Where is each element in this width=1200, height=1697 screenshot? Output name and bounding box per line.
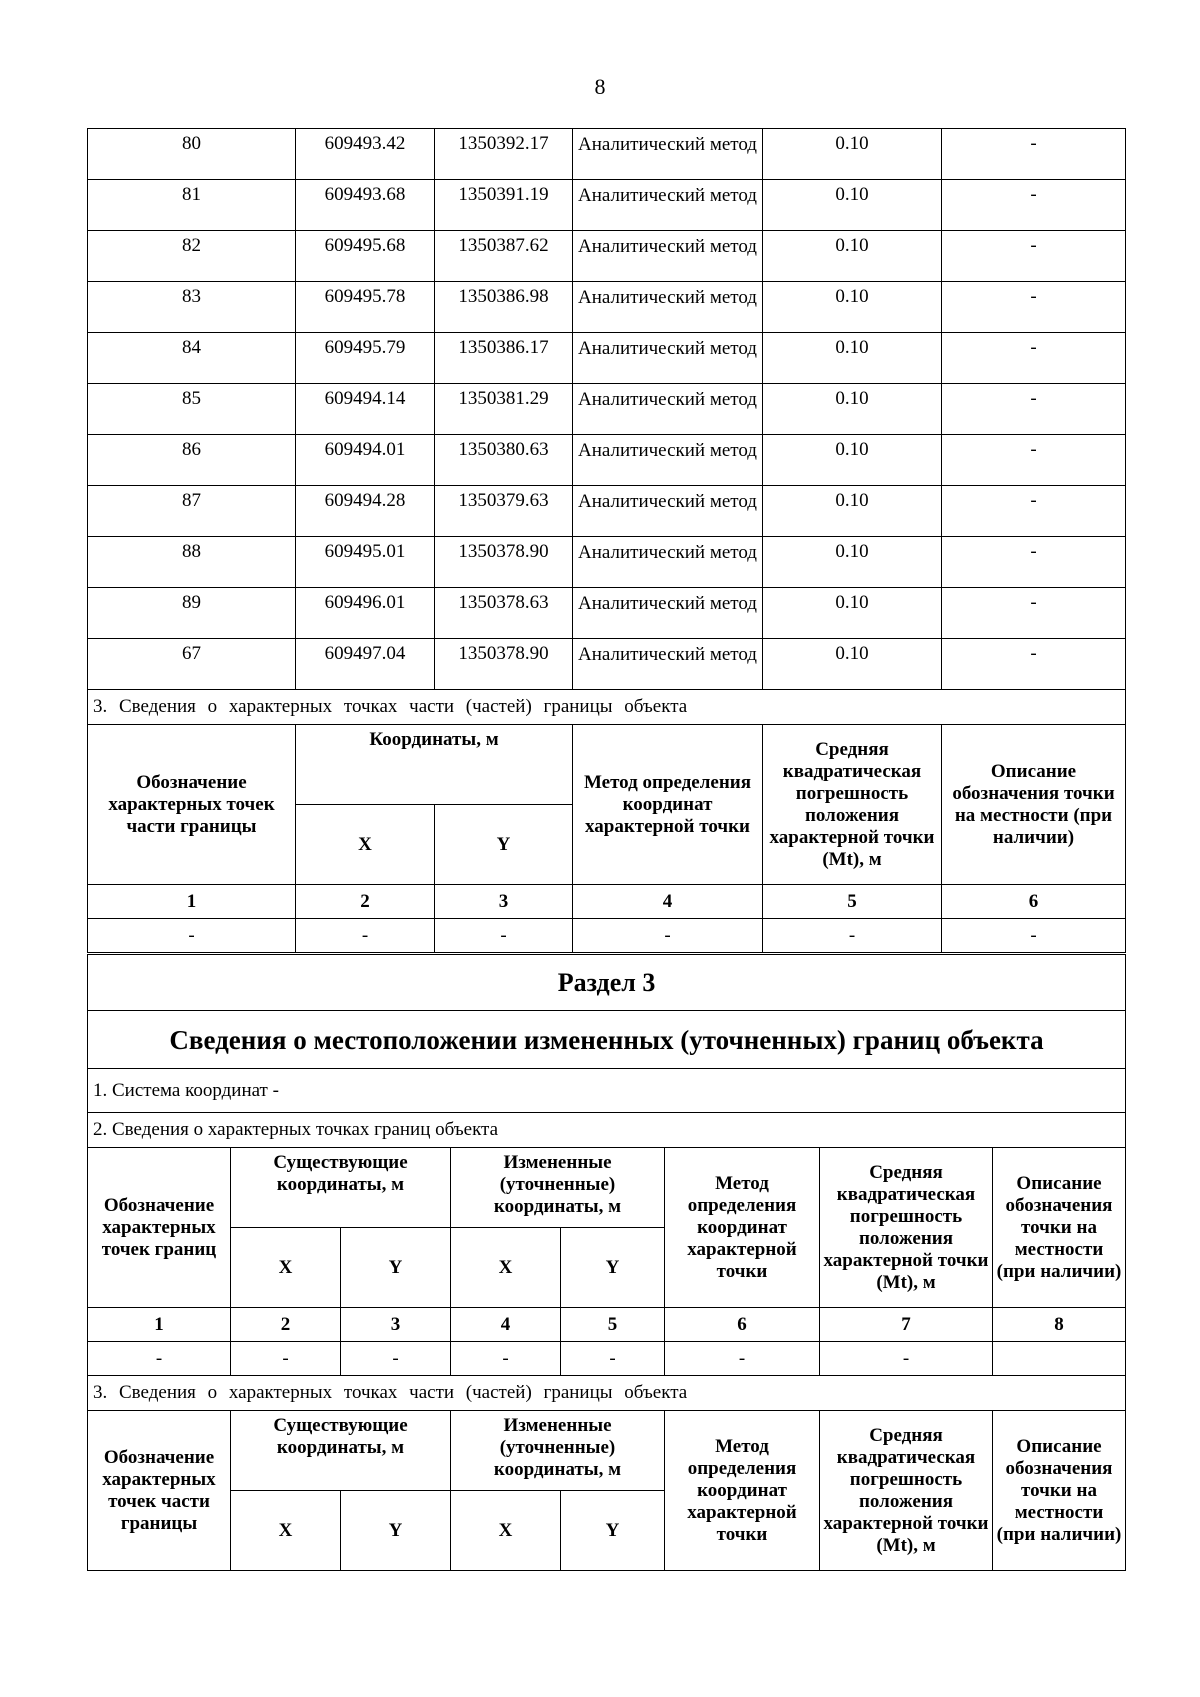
empty-cell: - <box>88 1342 231 1376</box>
section3-title-row <box>88 955 1126 1011</box>
cell-desc: - <box>942 129 1126 180</box>
parts-caption: 3. Сведения о характерных точках части (частей) границы объекта <box>88 1376 1126 1411</box>
header-y: Y <box>561 1491 665 1571</box>
cell-method: Аналитический метод <box>573 282 763 333</box>
col-number: 4 <box>451 1308 561 1342</box>
col-number: 5 <box>561 1308 665 1342</box>
cell-num: 80 <box>88 129 296 180</box>
section2-table <box>87 128 1126 953</box>
cell-mt: 0.10 <box>763 639 942 690</box>
cell-desc: - <box>942 282 1126 333</box>
col-number: 2 <box>231 1308 341 1342</box>
header-y: Y <box>341 1228 451 1308</box>
cell-method: Аналитический метод <box>573 384 763 435</box>
cell-y: 1350380.63 <box>435 435 573 486</box>
empty-cell: - <box>561 1342 665 1376</box>
header-desc: Описание обозначения точки на местности (при наличии) <box>993 1148 1126 1308</box>
cell-x: 609497.04 <box>296 639 435 690</box>
page-number: 8 <box>594 74 606 99</box>
cell-y: 1350387.62 <box>435 231 573 282</box>
cell-y: 1350391.19 <box>435 180 573 231</box>
header-x: X <box>451 1228 561 1308</box>
empty-cell: - <box>573 919 763 953</box>
cell-mt: 0.10 <box>763 180 942 231</box>
table-row <box>88 129 1126 180</box>
cell-num: 87 <box>88 486 296 537</box>
section2-parts-number-row <box>88 885 1126 919</box>
cell-method: Аналитический метод <box>573 129 763 180</box>
cell-x: 609493.68 <box>296 180 435 231</box>
section3-table <box>87 954 1126 1571</box>
cell-y: 1350381.29 <box>435 384 573 435</box>
cell-num: 85 <box>88 384 296 435</box>
cell-x: 609496.01 <box>296 588 435 639</box>
points-caption-row <box>88 1113 1126 1148</box>
parts-header-row <box>88 1411 1126 1491</box>
cell-x: 609495.79 <box>296 333 435 384</box>
cell-method: Аналитический метод <box>573 537 763 588</box>
table-row <box>88 639 1126 690</box>
col-number: 7 <box>820 1308 993 1342</box>
col-number: 6 <box>665 1308 820 1342</box>
cell-num: 89 <box>88 588 296 639</box>
cell-x: 609495.01 <box>296 537 435 588</box>
header-x: X <box>296 805 435 885</box>
header-method: Метод определения координат характерной точки <box>665 1148 820 1308</box>
cell-method: Аналитический метод <box>573 435 763 486</box>
col-number: 3 <box>435 885 573 919</box>
section3-title: Раздел 3 <box>88 955 1126 1011</box>
empty-cell: - <box>341 1342 451 1376</box>
col-number: 6 <box>942 885 1126 919</box>
empty-cell: - <box>451 1342 561 1376</box>
cell-mt: 0.10 <box>763 333 942 384</box>
cell-y: 1350378.90 <box>435 537 573 588</box>
header-x: X <box>451 1491 561 1571</box>
cell-num: 81 <box>88 180 296 231</box>
empty-cell: - <box>942 919 1126 953</box>
coord-system: 1. Система координат - <box>88 1069 1126 1113</box>
points-number-row <box>88 1308 1126 1342</box>
section2-parts-empty-row <box>88 919 1126 953</box>
empty-cell <box>993 1342 1126 1376</box>
header-y: Y <box>341 1491 451 1571</box>
cell-method: Аналитический метод <box>573 639 763 690</box>
cell-y: 1350386.17 <box>435 333 573 384</box>
col-number: 2 <box>296 885 435 919</box>
cell-num: 82 <box>88 231 296 282</box>
header-desc: Описание обозначения точки на местности (при наличии) <box>993 1411 1126 1571</box>
table-row <box>88 537 1126 588</box>
table-row <box>88 282 1126 333</box>
cell-num: 88 <box>88 537 296 588</box>
cell-desc: - <box>942 639 1126 690</box>
empty-cell: - <box>231 1342 341 1376</box>
cell-method: Аналитический метод <box>573 180 763 231</box>
cell-method: Аналитический метод <box>573 333 763 384</box>
header-existing: Существующие координаты, м <box>231 1148 451 1228</box>
header-x: X <box>231 1491 341 1571</box>
points-header-row <box>88 1148 1126 1228</box>
cell-mt: 0.10 <box>763 282 942 333</box>
header-changed: Измененные (уточненные) координаты, м <box>451 1148 665 1228</box>
coord-system-row <box>88 1069 1126 1113</box>
empty-cell: - <box>435 919 573 953</box>
col-number: 5 <box>763 885 942 919</box>
section2-rows <box>88 129 1126 690</box>
cell-y: 1350392.17 <box>435 129 573 180</box>
header-mt: Средняя квадратическая погрешность положения характерной точки (Mt), м <box>820 1411 993 1571</box>
table-row <box>88 333 1126 384</box>
cell-desc: - <box>942 537 1126 588</box>
cell-method: Аналитический метод <box>573 231 763 282</box>
points-caption: 2. Сведения о характерных точках границ объекта <box>88 1113 1126 1148</box>
cell-desc: - <box>942 180 1126 231</box>
empty-cell: - <box>820 1342 993 1376</box>
cell-x: 609494.14 <box>296 384 435 435</box>
section3-subtitle: Сведения о местоположении измененных (уточненных) границ объекта <box>88 1011 1126 1069</box>
header-coords: Координаты, м <box>296 725 573 805</box>
col-number: 8 <box>993 1308 1126 1342</box>
empty-cell: - <box>296 919 435 953</box>
cell-x: 609495.78 <box>296 282 435 333</box>
header-designation: Обозначение характерных точек границ <box>88 1148 231 1308</box>
table-row <box>88 384 1126 435</box>
cell-desc: - <box>942 231 1126 282</box>
cell-x: 609495.68 <box>296 231 435 282</box>
header-x: X <box>231 1228 341 1308</box>
cell-y: 1350386.98 <box>435 282 573 333</box>
cell-desc: - <box>942 486 1126 537</box>
col-number: 3 <box>341 1308 451 1342</box>
cell-num: 83 <box>88 282 296 333</box>
empty-cell: - <box>665 1342 820 1376</box>
cell-y: 1350378.63 <box>435 588 573 639</box>
header-existing: Существующие координаты, м <box>231 1411 451 1491</box>
cell-x: 609494.28 <box>296 486 435 537</box>
section2-parts-caption: 3. Сведения о характерных точках части (частей) границы объекта <box>88 690 1126 725</box>
cell-num: 86 <box>88 435 296 486</box>
table-row <box>88 231 1126 282</box>
table-row <box>88 588 1126 639</box>
cell-y: 1350378.90 <box>435 639 573 690</box>
header-method: Метод определения координат характерной точки <box>665 1411 820 1571</box>
header-y: Y <box>561 1228 665 1308</box>
cell-method: Аналитический метод <box>573 588 763 639</box>
cell-method: Аналитический метод <box>573 486 763 537</box>
col-number: 1 <box>88 885 296 919</box>
header-mt: Средняя квадратическая погрешность положения характерной точки (Mt), м <box>763 725 942 885</box>
header-desc: Описание обозначения точки на местности (при наличии) <box>942 725 1126 885</box>
table-row <box>88 180 1126 231</box>
cell-x: 609494.01 <box>296 435 435 486</box>
cell-mt: 0.10 <box>763 231 942 282</box>
cell-x: 609493.42 <box>296 129 435 180</box>
cell-desc: - <box>942 384 1126 435</box>
section3-subtitle-row <box>88 1011 1126 1069</box>
table-row <box>88 486 1126 537</box>
section2-parts-header-row <box>88 725 1126 805</box>
table-row <box>88 435 1126 486</box>
cell-mt: 0.10 <box>763 588 942 639</box>
cell-mt: 0.10 <box>763 435 942 486</box>
empty-cell: - <box>763 919 942 953</box>
section2-parts-caption-row <box>88 690 1126 725</box>
cell-num: 84 <box>88 333 296 384</box>
parts-caption-row <box>88 1376 1126 1411</box>
col-number: 1 <box>88 1308 231 1342</box>
header-mt: Средняя квадратическая погрешность положения характерной точки (Mt), м <box>820 1148 993 1308</box>
header-changed: Измененные (уточненные) координаты, м <box>451 1411 665 1491</box>
cell-mt: 0.10 <box>763 537 942 588</box>
header-y: Y <box>435 805 573 885</box>
points-empty-row <box>88 1342 1126 1376</box>
header-method: Метод определения координат характерной точки <box>573 725 763 885</box>
empty-cell: - <box>88 919 296 953</box>
cell-y: 1350379.63 <box>435 486 573 537</box>
cell-mt: 0.10 <box>763 384 942 435</box>
cell-desc: - <box>942 435 1126 486</box>
cell-mt: 0.10 <box>763 486 942 537</box>
header-designation: Обозначение характерных точек части границы <box>88 1411 231 1571</box>
cell-desc: - <box>942 588 1126 639</box>
header-designation: Обозначение характерных точек части границы <box>88 725 296 885</box>
cell-mt: 0.10 <box>763 129 942 180</box>
col-number: 4 <box>573 885 763 919</box>
cell-desc: - <box>942 333 1126 384</box>
cell-num: 67 <box>88 639 296 690</box>
